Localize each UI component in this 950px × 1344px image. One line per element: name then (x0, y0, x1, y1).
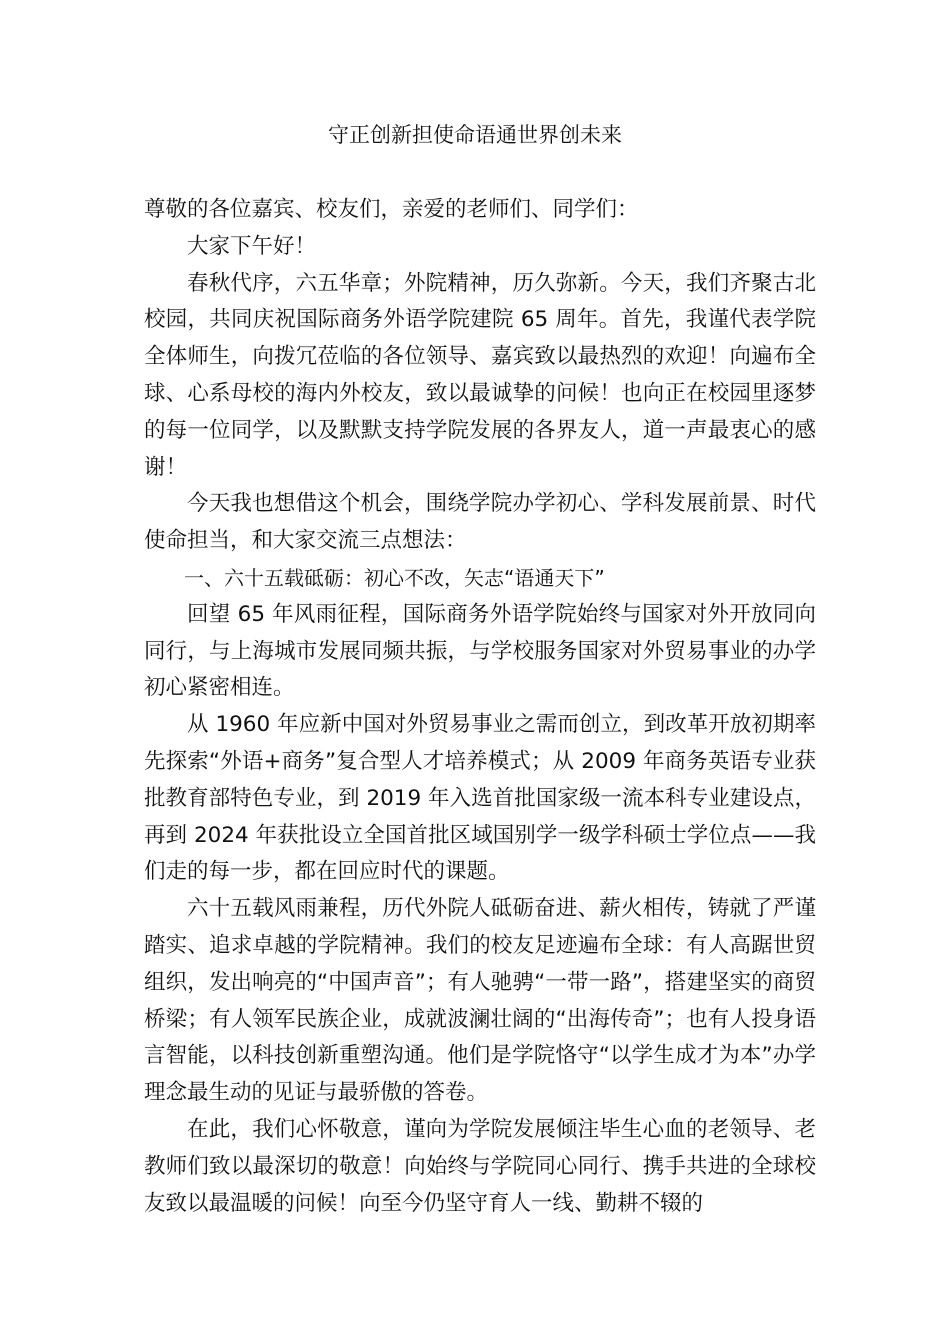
body-paragraph: 回望 65 年风雨征程，国际商务外语学院始终与国家对外开放同向同行，与上海城市发展同频共振，与学校服务国家对外贸易事业的办学初心紧密相连。 (144, 601, 816, 701)
greeting-paragraph: 大家下午好！ (187, 233, 317, 259)
body-paragraph: 在此，我们心怀敬意，谨向为学院发展倾注毕生心血的老领导、老教师们致以最深切的敬意！向始终与学院同心同行、携手共进的全球校友致以最温暖的问候！向至今仍坚守育人一线、勤耕不辍的 (144, 1116, 816, 1216)
salutation-paragraph: 尊敬的各位嘉宾、校友们，亲爱的老师们、同学们： (144, 197, 639, 222)
body-paragraph: 今天我也想借这个机会，围绕学院办学初心、学科发展前景、时代使命担当，和大家交流三点想法： (144, 491, 816, 554)
document-title: 守正创新担使命语通世界创未来 (328, 123, 622, 147)
body-paragraph: 春秋代序，六五华章；外院精神，历久弥新。今天，我们齐聚古北校园，共同庆祝国际商务外语学院建院 65 周年。首先，我谨代表学院全体师生，向拨冗莅临的各位领导、嘉宾致以最热烈的欢迎！向遍布全球、心系母校的海内外校友，致以最诚挚的问候！也向正在校园里逐梦的每一位同学，以及默默支持学院发展的各界友人，道一声最衷心的感谢！ (144, 270, 816, 480)
section-heading: 一、六十五载砥砺：初心不改，矢志“语通天下” (184, 565, 605, 590)
document-body (144, 192, 816, 1222)
body-paragraph: 从 1960 年应新中国对外贸易事业之需而创立，到改革开放初期率先探索“外语+商务”复合型人才培养模式；从 2009 年商务英语专业获批教育部特色专业，到 2019 年入选首批国家级一流本科专业建设点，再到 2024 年获批设立全国首批区域国别学一级学科硕士学位点——我们走的每一步，都在回应时代的课题。 (144, 712, 816, 885)
body-paragraph: 六十五载风雨兼程，历代外院人砥砺奋进、薪火相传，铸就了严谨踏实、追求卓越的学院精神。我们的校友足迹遍布全球：有人高踞世贸组织，发出响亮的“中国声音”；有人驰骋“一带一路”，搭建坚实的商贸桥梁；有人领军民族企业，成就波澜壮阔的“出海传奇”；也有人投身语言智能，以科技创新重塑沟通。他们是学院恪守“以学生成才为本”办学理念最生动的见证与最骄傲的答卷。 (144, 896, 816, 1106)
